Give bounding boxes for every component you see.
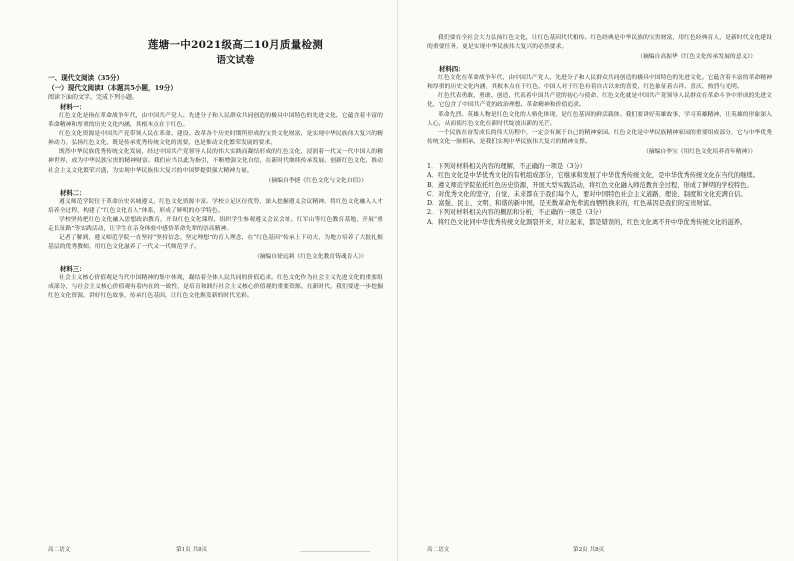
material-1-label: 材料一： [60,103,86,111]
material-4-label: 材料四： [439,65,465,74]
material-2-source: （摘编自徐远莉《红色文化教育铸魂育人》） [253,254,367,261]
material-2-paragraph: 学校坚持把红色文化融入思想政治教育，开设红色文化课程，组织学生参观遵义会议会址、红军山等红色教育基地，开展“重走长征路”等实践活动，让学生在亲身体验中感悟革命先辈的崇高精神。 [48,216,383,232]
question-1-option-c: C．对优秀文化的坚守，自觉、未来都在于我们每个人，要对中国特色社会主义道路、理论、制度和文化充满自信。 [427,190,747,198]
question-1-option-a: A．红色文化是中华优秀文化的有机组成部分，它继承和发展了中华优秀传统文化，是中华优秀传统文化在当代的继续。 [427,172,759,180]
question-2: 2．下列对材料相关内容的概括和分析，不正确的一项是（3分） [427,209,606,217]
material-4-paragraph: 红色代表勇敢、勇敢、创造，代表着中国共产党的初心与使命，红色文化就是中国共产党领导人民群众在革命斗争中形成的先进文化，它包含了中国共产党的政治理想、革命精神和价值追求。 [427,93,772,109]
scan-artifact-line [300,551,370,552]
material-3-label: 材料三： [60,265,86,274]
question-1: 1．下列对材料相关内容的理解，不正确的一项是（3分） [427,162,587,170]
material-4-paragraph: 一个民族在奋发成长的伟大历程中，一定会有属于自己的精神家园。红色文化是中华民族精神家园的重要组成部分，它与中华优秀传统文化一脉相承，是我们实现中华民族伟大复兴的精神支撑。 [427,129,772,145]
footer-tag: 高二语文 [48,547,71,553]
material-4-paragraph: 革命先烈、英雄人物是红色文化的人格化体现，是红色基因的鲜活载体。我们要讲好英雄故事，学习英雄精神，让英雄的形象深入人心，从而使红色文化在新时代绽放出新的光芒。 [427,111,772,127]
footer-page-number: 第1页 共8页 [176,547,208,553]
intro-source: （摘编自高振华《红色文化传承发展的意义》） [637,54,756,61]
footer-tag: 高二语文 [427,547,450,553]
question-1-option-b: B．遵义师范学院依托红色历史资源，开展大型实践活动，将红色文化融入师范教育全过程，形成了鲜明的学校特色。 [427,181,753,189]
material-2-paragraph: 记者了解到，遵义师范学院一直坚持“坚持信念、坚定理想”的育人理念，在“红色基因”传承上下功夫，为地方培养了大批扎根基层的优秀教师，用红色文化滋养了一代又一代师范学子。 [48,235,383,251]
material-4-paragraph: 红色文化在革命战争年代，由中国共产党人、先进分子和人民群众共同创造的极具中国特色的先进文化。它蕴含着丰富的革命精神和厚重的历史文化内涵，其根本点在于红色。中国人对于红色有着自古以来的喜爱，红色象征着吉祥、喜庆、热烈与光明。 [427,75,772,91]
subsection-heading: （一）现代文阅读Ⅰ（本题共5小题，19分） [48,84,177,92]
material-1-paragraph: 红色文化是指在革命战争年代，由中国共产党人、先进分子和人民群众共同创造的极具中国特色的先进文化，它蕴含着丰富的革命精神和厚重的历史文化内涵，其根本点在于红色。 [48,113,383,129]
page-right [397,0,794,561]
material-2-paragraph: 遵义师范学院位于革命历史名城遵义，红色文化资源丰富。学校立足区位优势，深入挖掘遵义会议精神，将红色文化融入人才培养全过程，构建了“红色文化育人”体系，形成了鲜明的办学特色。 [48,198,383,214]
material-1-source: （摘编自李捷《红色文化与文化自信》） [265,177,367,184]
material-3-paragraph: 社会主义核心价值观是当代中国精神的集中体现，凝结着全体人民共同的价值追求。红色文化作为社会主义先进文化的重要组成部分，与社会主义核心价值观有着内在的一致性，是培育和践行社会主义核心价值观的重要资源。在新时代，我们要进一步挖掘红色文化资源，讲好红色故事，传承红色基因，让红色文化焕发新的时代光彩。 [48,275,383,300]
exam-subtitle: 语文试卷 [216,55,255,66]
instruction-text: 阅读下面的文字，完成下列小题。 [48,94,139,101]
material-1-paragraph: 既然中华民族优秀传统文化发展，经过中国共产党领导人民的伟大实践而凝结形成的红色文化，浸润着一代又一代中国人的精神世界，成为中华民族宝贵的精神财富。我们应当以此为指引，不断增强文化自信，在新时代继续传承发展、创新红色文化，推动社会主义文化繁荣兴盛，为实现中华民族伟大复兴的中国梦提供强大精神力量。 [48,149,383,174]
material-4-source: （摘编自李宝《用红色文化培养青年精神》） [642,148,756,155]
intro-paragraph: 我们要在全社会大力弘扬红色文化，让红色基因代代相传。红色经典是中华民族的宝贵财富，用红色经典育人，是新时代文化建设的重要任务，更是实现中华民族伟大复兴的必然要求。 [427,35,772,51]
footer-page-number: 第2页 共8页 [573,547,605,553]
exam-title: 莲塘一中2021级高二10月质量检测 [147,39,324,51]
section-heading: 一、现代文阅读（35分） [48,74,124,82]
material-1-paragraph: 红色文化资源是中国共产党带领人民在革命、建设、改革各个历史时期所形成的宝贵文化财富，是实现中华民族伟大复兴的精神动力。弘扬红色文化，既是传承优秀传统文化的需要，也是推动文化繁荣发展的要求。 [48,131,383,147]
material-2-label: 材料二： [60,188,86,197]
question-1-option-d: D．富强、民主、文明、和谐的新中国，是无数革命先辈流血牺牲换来的，红色基因是我们的宝贵财富。 [427,200,716,208]
question-2-option-a: A．将红色文化同中华优秀传统文化割裂开来，对立起来，都是错误的，红色文化离不开中华优秀传统文化的滋养。 [427,218,747,226]
